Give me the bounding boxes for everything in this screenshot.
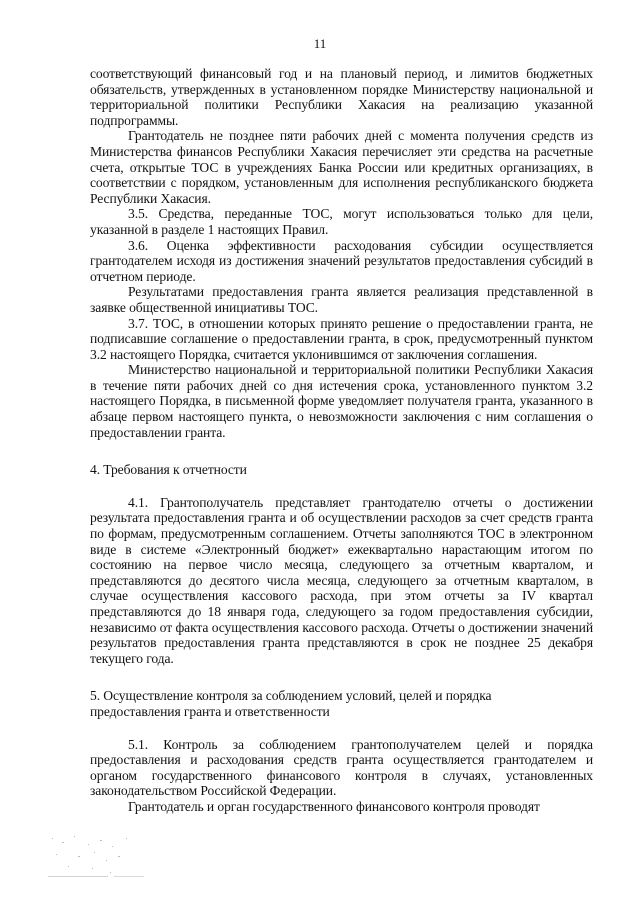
paragraph-4-1: 4.1. Грантополучатель представляет грантодателю отчеты о достижении результата предоставления гранта и об осуществлении расходов за счет средств гранта по формам, предусмотренным соглашением. Отчеты заполняются ТОС в электронном виде в системе «Электронный бюджет» ежеквартально нарастающим итогом по состоянию на первое число месяца, следующего за отчетным кварталом, и представляются до десятого числа месяца, следующего за отчетным кварталом, в случае осуществления кассового расхода, при этом отчеты за IV квартал представляются до 18 января года, следующего за годом предоставления субсидии, независимо от факта осуществления кассового расхода. Отчеты о достижении значений результатов предоставления гранта представляются в срок не позднее 25 декабря текущего года. [90, 494, 593, 666]
paragraph-transfer-funds: Грантодатель не позднее пяти рабочих дней с момента получения средств из Министерства финансов Республики Хакасия перечисляет эти средства на расчетные счета, открытые ТОС в учреждениях Банка России или кредитных организациях, в соответствии с порядком, установленным для исполнения республиканского бюджета Республики Хакасия. [90, 128, 593, 206]
paragraph-grant-results: Результатами предоставления гранта является реализация представленной в заявке общественной инициативы ТОС. [90, 284, 593, 315]
paragraph-subprogram-funding: соответствующий финансовый год и на плановый период, и лимитов бюджетных обязательств, утвержденных в установленном порядке Министерству национальной и территориальной политики Республики Хакасия на реализацию указанной подпрограммы. [90, 66, 593, 128]
paragraph-audit-partial: Грантодатель и орган государственного финансового контроля проводят [128, 798, 540, 814]
paragraph-3-6: 3.6. Оценка эффективности расходования субсидии осуществляется грантодателем исходя из достижения значений результатов предоставления субсидий в отчетном периоде. [90, 237, 593, 284]
section-heading-reporting: 4. Требования к отчетности [90, 462, 247, 478]
scan-artifact [48, 832, 158, 892]
section-heading-control-line1: 5. Осуществление контроля за соблюдением условий, целей и порядка [90, 688, 492, 704]
section-heading-control [90, 688, 593, 719]
paragraph-5-1: 5.1. Контроль за соблюдением грантополучателем целей и порядка предоставления и расходования средств гранта осуществляется грантодателем и органом государственного финансового контроля в случаях, установленных законодательством Российской Федерации. [90, 736, 593, 799]
paragraph-3-5: 3.5. Средства, переданные ТОС, могут использоваться только для цели, указанной в разделе 1 настоящих Правил. [90, 206, 593, 237]
document-body [90, 66, 593, 815]
paragraph-3-7: 3.7. ТОС, в отношении которых принято решение о предоставлении гранта, не подписавшие соглашение о предоставлении гранта, в срок, предусмотренный пунктом 3.2 настоящего Порядка, считается уклонившимся от заключения соглашения. [90, 315, 593, 362]
section-heading-control-line2: предоставления гранта и ответственности [90, 703, 330, 719]
paragraph-ministry-notice: Министерство национальной и территориальной политики Республики Хакасия в течение пяти рабочих дней со дня истечения срока, установленного пунктом 3.2 настоящего Порядка, в письменной форме уведомляет получателя гранта, указанного в абзаце первом настоящего пункта, о невозможности заключения с ним соглашения о предоставлении гранта. [90, 362, 593, 440]
page-number: 11 [313, 36, 327, 51]
